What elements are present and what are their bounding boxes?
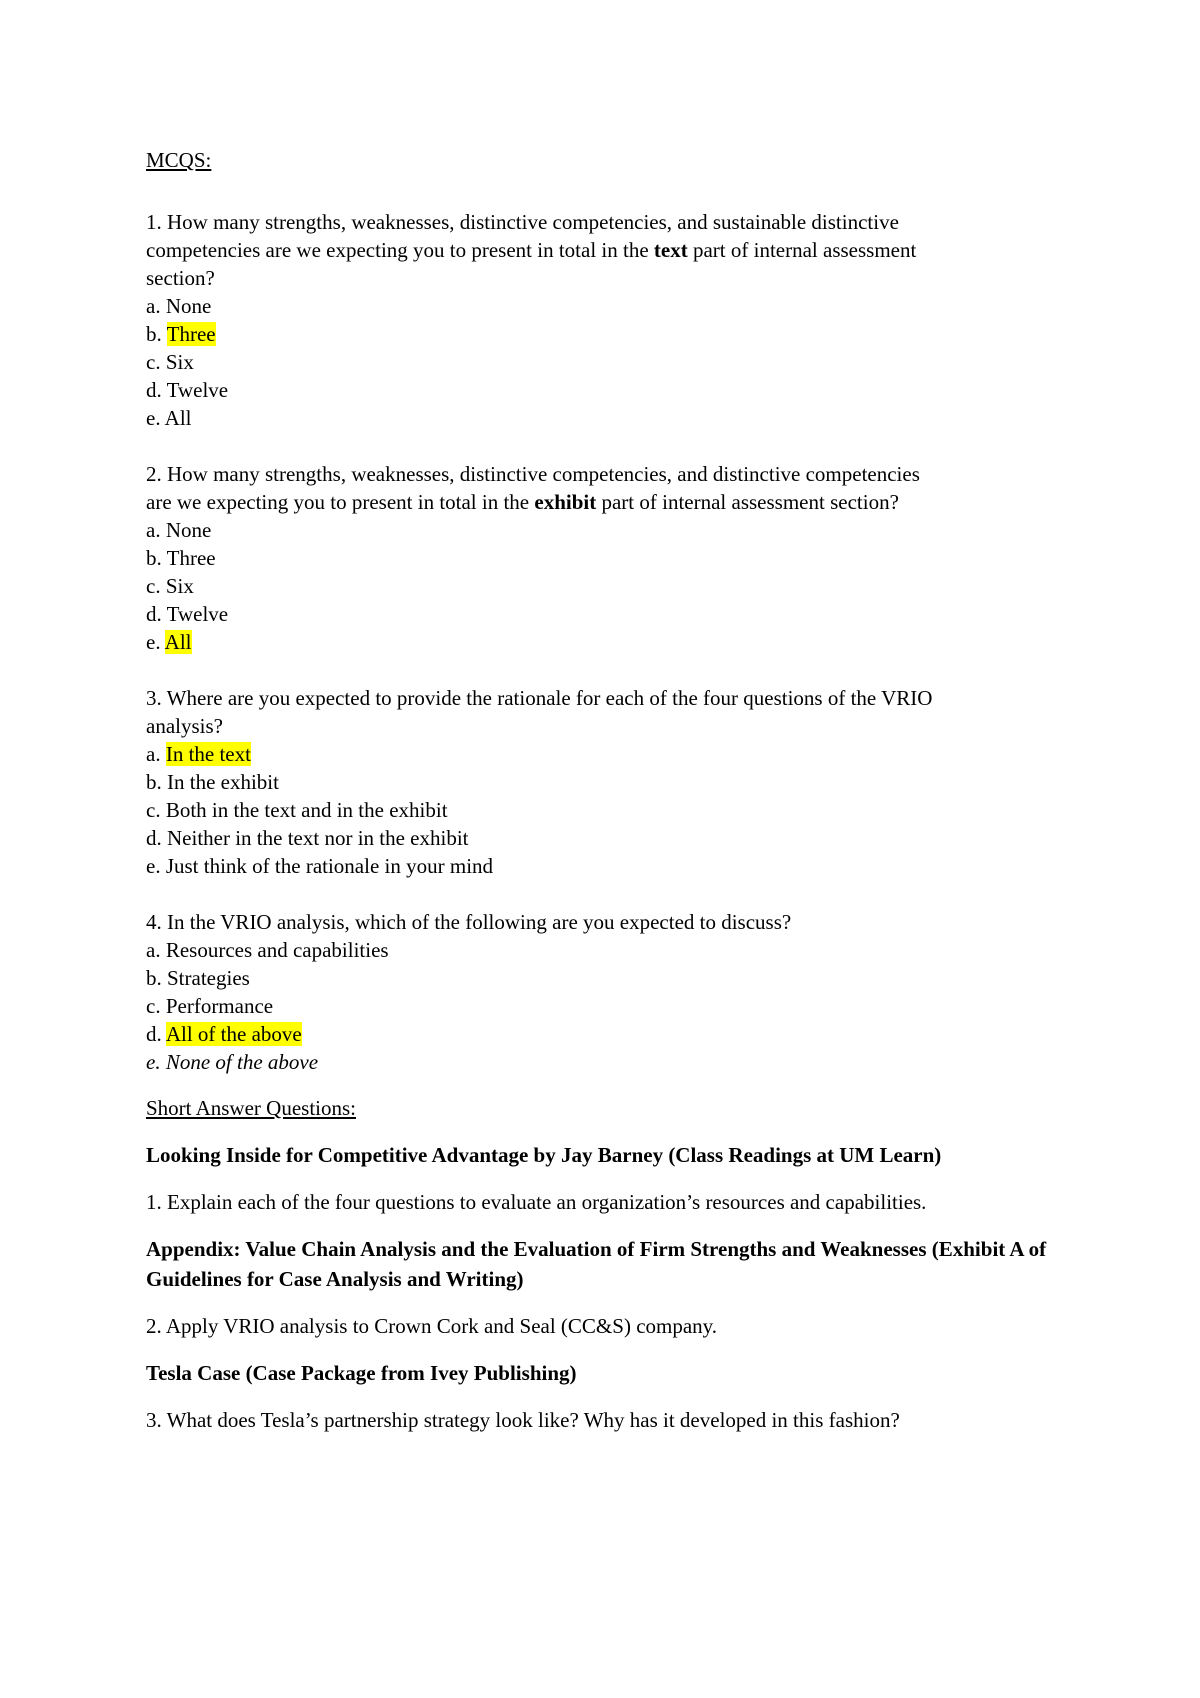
- highlighted-answer: All of the above: [165, 1022, 302, 1046]
- question-1: [146, 208, 1076, 432]
- question-text: 1. How many strengths, weaknesses, distinctive competencies, and sustainable distinctive: [146, 210, 899, 234]
- option-a: a. None: [146, 294, 212, 318]
- short-answer-label: Short Answer Questions:: [146, 1096, 356, 1120]
- option-d: d. All of the above: [146, 1022, 302, 1046]
- emphasis-text: exhibit: [534, 490, 597, 514]
- option-e: e. None of the above: [146, 1050, 319, 1074]
- section-heading: Appendix: Value Chain Analysis and the Evaluation of Firm Strengths and Weaknesses (Exhibit A of Guidelines for Case Analysis and Writing): [146, 1237, 1047, 1291]
- option-b: b. In the exhibit: [146, 770, 279, 794]
- section-heading: Looking Inside for Competitive Advantage by Jay Barney (Class Readings at UM Learn): [146, 1143, 942, 1167]
- short-answer-section-3: [146, 1358, 1076, 1434]
- emphasis-text: text: [653, 238, 688, 262]
- highlighted-answer: All: [164, 630, 192, 654]
- option-a: a. None: [146, 518, 212, 542]
- short-answer-question: 2. Apply VRIO analysis to Crown Cork and Seal (CC&S) company.: [146, 1314, 718, 1338]
- option-d: d. Twelve: [146, 378, 229, 402]
- option-a: a. In the text: [146, 742, 251, 766]
- document-content: [146, 146, 1076, 1434]
- short-answer-section-2: [146, 1234, 1076, 1340]
- option-e: e. All: [146, 406, 192, 430]
- option-c: c. Performance: [146, 994, 274, 1018]
- highlighted-answer: Three: [166, 322, 216, 346]
- short-answer-section-1: [146, 1140, 1076, 1216]
- section-heading: Tesla Case (Case Package from Ivey Publishing): [146, 1361, 577, 1385]
- short-answer-question: 1. Explain each of the four questions to evaluate an organization’s resources and capabilities.: [146, 1190, 927, 1214]
- question-4: [146, 908, 1076, 1076]
- question-text: analysis?: [146, 714, 223, 738]
- option-e: e. All: [146, 630, 192, 654]
- question-text: 2. How many strengths, weaknesses, distinctive competencies, and distinctive competencies: [146, 462, 920, 486]
- question-3: [146, 684, 1076, 880]
- short-answer-question: 3. What does Tesla’s partnership strategy look like? Why has it developed in this fashion?: [146, 1408, 900, 1432]
- option-a: a. Resources and capabilities: [146, 938, 389, 962]
- option-e: e. Just think of the rationale in your mind: [146, 854, 494, 878]
- highlighted-answer: In the text: [165, 742, 251, 766]
- option-c: c. Both in the text and in the exhibit: [146, 798, 448, 822]
- option-c: c. Six: [146, 574, 194, 598]
- question-text: are we expecting you to present in total in the exhibit part of internal assessment section?: [146, 490, 899, 514]
- option-c: c. Six: [146, 350, 194, 374]
- question-text: 3. Where are you expected to provide the rationale for each of the four questions of the VRIO: [146, 686, 933, 710]
- question-text: competencies are we expecting you to present in total in the text part of internal assessment: [146, 238, 917, 262]
- option-b: b. Three: [146, 322, 216, 346]
- question-text: 4. In the VRIO analysis, which of the following are you expected to discuss?: [146, 910, 792, 934]
- option-b: b. Strategies: [146, 966, 250, 990]
- option-d: d. Neither in the text nor in the exhibit: [146, 826, 469, 850]
- option-b: b. Three: [146, 546, 216, 570]
- option-d: d. Twelve: [146, 602, 229, 626]
- mcqs-label: MCQS:: [146, 148, 212, 172]
- question-text: section?: [146, 266, 215, 290]
- question-2: [146, 460, 1076, 656]
